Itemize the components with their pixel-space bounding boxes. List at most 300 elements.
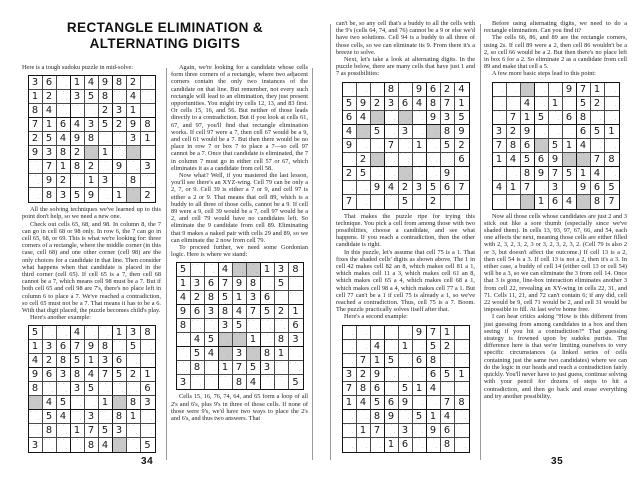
sudoku-cell: 1 [85, 174, 99, 188]
sudoku-cell: 7 [43, 160, 57, 174]
sudoku-cell: 5 [399, 195, 413, 209]
sudoku-cell: 4 [177, 291, 191, 305]
sudoku-cell [441, 153, 455, 167]
sudoku-cell: 2 [455, 139, 469, 153]
sudoku-cell: 1 [85, 354, 99, 368]
sudoku-cell: 7 [233, 361, 247, 375]
sudoku-cell: 1 [385, 438, 399, 452]
sudoku-cell: 7 [493, 139, 507, 153]
sudoku-cell: 7 [357, 354, 371, 368]
sudoku-cell: 6 [577, 125, 591, 139]
sudoku-cell: 3 [113, 104, 127, 118]
paragraph-caption: A few more basic steps lead to this point: [492, 70, 596, 78]
sudoku-cell: 4 [507, 153, 521, 167]
sudoku-cell: 5 [261, 305, 275, 319]
sudoku-cell: 8 [261, 347, 275, 361]
sudoku-cell: 2 [507, 125, 521, 139]
sudoku-cell [261, 277, 275, 291]
sudoku-cell [507, 167, 521, 181]
column-rule [312, 68, 313, 460]
sudoku-cell: 5 [233, 319, 247, 333]
sudoku-cell: 3 [43, 146, 57, 160]
sudoku-cell: 3 [141, 396, 155, 410]
sudoku-cell [113, 396, 127, 410]
sudoku-cell: 5 [535, 111, 549, 125]
sudoku-cell: 5 [113, 368, 127, 382]
sudoku-cell: 2 [43, 354, 57, 368]
sudoku-cell: 4 [43, 396, 57, 410]
page-number-right: 35 [551, 456, 564, 467]
sudoku-cell: 7 [441, 396, 455, 410]
paragraph: The cells 66, 86, and 89 are the rectangle corners, using 2s. If cell 89 were a 2, then cell 86 wouldn't be a 2, so cell 66 would be a 2. But then there's no place left in box 6 for a 2. So eliminate 2 as a candidate from cell 89 and make that cell a 5. [484, 34, 627, 71]
sudoku-cell [371, 111, 385, 125]
sudoku-cell [141, 424, 155, 438]
sudoku-cell [219, 375, 233, 389]
sudoku-cell: 6 [343, 111, 357, 125]
sudoku-cell: 5 [399, 382, 413, 396]
sudoku-cell: 2 [357, 153, 371, 167]
sudoku-cell [563, 125, 577, 139]
sudoku-cell [71, 104, 85, 118]
sudoku-cell [85, 146, 99, 160]
sudoku-cell [71, 174, 85, 188]
sudoku-cell: 8 [99, 340, 113, 354]
sudoku-cell [605, 167, 619, 181]
sudoku-cell: 6 [413, 354, 427, 368]
sudoku-cell: 6 [371, 382, 385, 396]
sudoku-cell: 4 [191, 333, 205, 347]
sudoku-cell: 9 [455, 125, 469, 139]
sudoku-cell [205, 263, 219, 277]
sudoku-cell: 9 [413, 83, 427, 97]
sudoku-cell: 8 [441, 438, 455, 452]
sudoku-cell: 5 [605, 181, 619, 195]
sudoku-cell: 6 [441, 424, 455, 438]
sudoku-cell: 3 [127, 132, 141, 146]
sudoku-cell [605, 111, 619, 125]
sudoku-cell: 1 [233, 291, 247, 305]
sudoku-cell: 2 [399, 181, 413, 195]
sudoku-cell: 9 [85, 188, 99, 202]
sudoku-cell: 3 [399, 125, 413, 139]
sudoku-cell: 4 [43, 104, 57, 118]
sudoku-cell [413, 125, 427, 139]
sudoku-cell [399, 83, 413, 97]
sudoku-cell [275, 375, 289, 389]
sudoku-cell: 5 [29, 326, 43, 340]
sudoku-cell: 1 [127, 410, 141, 424]
chapter-title-line2: ALTERNATING DIGITS [89, 36, 241, 51]
sudoku-cell: 4 [441, 410, 455, 424]
sudoku-cell [261, 333, 275, 347]
right-page-column-1 [336, 20, 475, 456]
sudoku-cell [141, 104, 155, 118]
sudoku-cell: 5 [43, 132, 57, 146]
sudoku-cell: 6 [385, 396, 399, 410]
sudoku-cell: 4 [427, 382, 441, 396]
sudoku-grid-4 [342, 82, 470, 210]
sudoku-cell: 4 [85, 368, 99, 382]
sudoku-cell [233, 263, 247, 277]
paragraph: Now what? Well, if you mastered the last lesson, you'll see there's an XYZ-wing. Cell 79 can be only a 2, 7, or 9. Cell 39 is either a 7 or 9, and cell 97 is either a 2 or 9. That means that cell 89, which is a buddy to all three of those cells, cannot be a 9. If cell 89 were a 9, cell 39 would be a 7, cell 97 would be a 2, and cell 79 would have no candidates left. So eliminate the 9 candidate from cell 89. Eliminating that 9 makes a naked pair with cells 29 and 89, so we can eliminate the 2 now from cell 79. [171, 172, 308, 244]
sudoku-cell: 7 [577, 83, 591, 97]
sudoku-cell: 1 [493, 153, 507, 167]
sudoku-cell [427, 167, 441, 181]
sudoku-cell: 8 [591, 195, 605, 209]
sudoku-cell: 3 [85, 410, 99, 424]
paragraph-intro: Here is a tough sudoku puzzle in mid-solve: [22, 64, 134, 71]
sudoku-cell [343, 354, 357, 368]
sudoku-cell: 5 [275, 277, 289, 291]
sudoku-cell [289, 361, 303, 375]
sudoku-grid-2 [28, 325, 156, 453]
sudoku-cell: 3 [29, 76, 43, 90]
sudoku-cell: 1 [99, 396, 113, 410]
sudoku-cell: 6 [549, 195, 563, 209]
sudoku-cell [113, 174, 127, 188]
sudoku-cell [455, 195, 469, 209]
sudoku-cell [343, 153, 357, 167]
sudoku-cell: 3 [141, 160, 155, 174]
sudoku-cell: 3 [191, 277, 205, 291]
sudoku-cell [85, 396, 99, 410]
sudoku-cell: 1 [177, 277, 191, 291]
sudoku-cell [43, 326, 57, 340]
sudoku-cell: 2 [71, 146, 85, 160]
sudoku-cell: 7 [343, 382, 357, 396]
sudoku-cell [357, 340, 371, 354]
sudoku-cell: 5 [141, 438, 155, 452]
sudoku-cell: 2 [99, 104, 113, 118]
sudoku-cell: 6 [455, 153, 469, 167]
sudoku-cell [399, 111, 413, 125]
sudoku-cell: 5 [99, 118, 113, 132]
sudoku-cell [385, 195, 399, 209]
sudoku-cell: 9 [343, 139, 357, 153]
sudoku-cell: 8 [357, 382, 371, 396]
sudoku-cell: 3 [549, 181, 563, 195]
sudoku-cell: 9 [113, 160, 127, 174]
sudoku-cell: 9 [427, 424, 441, 438]
sudoku-cell: 2 [427, 195, 441, 209]
sudoku-cell: 4 [455, 83, 469, 97]
sudoku-cell: 5 [71, 188, 85, 202]
sudoku-cell: 8 [205, 291, 219, 305]
sudoku-cell: 8 [577, 111, 591, 125]
sudoku-cell: 8 [385, 83, 399, 97]
sudoku-cell [247, 319, 261, 333]
sudoku-cell [441, 382, 455, 396]
sudoku-cell [113, 438, 127, 452]
sudoku-cell: 2 [43, 90, 57, 104]
sudoku-cell: 9 [177, 305, 191, 319]
sudoku-cell: 6 [427, 83, 441, 97]
sudoku-cell: 3 [275, 263, 289, 277]
sudoku-cell: 2 [191, 291, 205, 305]
sudoku-cell [441, 195, 455, 209]
sudoku-cell: 3 [219, 319, 233, 333]
sudoku-cell [563, 97, 577, 111]
sudoku-cell: 1 [399, 340, 413, 354]
sudoku-cell: 6 [563, 111, 577, 125]
sudoku-cell: 3 [127, 326, 141, 340]
sudoku-cell [289, 291, 303, 305]
sudoku-cell [455, 382, 469, 396]
sudoku-cell: 4 [233, 305, 247, 319]
sudoku-cell: 8 [43, 188, 57, 202]
sudoku-cell: 1 [57, 160, 71, 174]
sudoku-cell: 5 [85, 90, 99, 104]
sudoku-cell: 4 [127, 90, 141, 104]
sudoku-cell: 6 [289, 319, 303, 333]
sudoku-cell: 8 [127, 174, 141, 188]
sudoku-cell [535, 97, 549, 111]
sudoku-grid-5 [342, 325, 470, 453]
sudoku-cell [113, 340, 127, 354]
sudoku-cell: 9 [577, 181, 591, 195]
sudoku-cell: 7 [99, 368, 113, 382]
sudoku-cell [399, 326, 413, 340]
sudoku-cell: 3 [57, 368, 71, 382]
sudoku-cell: 8 [219, 305, 233, 319]
sudoku-cell: 8 [29, 104, 43, 118]
sudoku-cell: 1 [455, 368, 469, 382]
sudoku-cell: 5 [563, 167, 577, 181]
sudoku-cell: 1 [577, 167, 591, 181]
sudoku-cell: 3 [57, 188, 71, 202]
sudoku-grid-1 [28, 75, 156, 203]
sudoku-cell: 2 [57, 174, 71, 188]
sudoku-cell [71, 410, 85, 424]
sudoku-cell: 7 [29, 118, 43, 132]
sudoku-cell: 1 [127, 104, 141, 118]
sudoku-cell [261, 375, 275, 389]
sudoku-cell: 4 [57, 410, 71, 424]
sudoku-cell: 1 [605, 125, 619, 139]
sudoku-cell: 5 [385, 354, 399, 368]
sudoku-cell [141, 174, 155, 188]
sudoku-cell [413, 340, 427, 354]
sudoku-cell: 8 [57, 354, 71, 368]
sudoku-cell: 1 [113, 326, 127, 340]
sudoku-cell [99, 188, 113, 202]
sudoku-cell: 5 [247, 361, 261, 375]
sudoku-cell [57, 382, 71, 396]
sudoku-cell [343, 438, 357, 452]
sudoku-cell [455, 438, 469, 452]
sudoku-cell [99, 132, 113, 146]
sudoku-cell [455, 354, 469, 368]
sudoku-cell: 2 [357, 368, 371, 382]
sudoku-cell: 2 [591, 97, 605, 111]
sudoku-cell: 2 [127, 368, 141, 382]
sudoku-cell: 1 [275, 347, 289, 361]
sudoku-cell: 1 [141, 132, 155, 146]
sudoku-cell [113, 90, 127, 104]
sudoku-cell [413, 167, 427, 181]
sudoku-cell: 8 [507, 139, 521, 153]
sudoku-cell [113, 146, 127, 160]
sudoku-cell [413, 396, 427, 410]
sudoku-cell: 8 [427, 97, 441, 111]
sudoku-cell: 2 [29, 132, 43, 146]
sudoku-cell [29, 188, 43, 202]
sudoku-cell [127, 160, 141, 174]
sudoku-cell [275, 291, 289, 305]
sudoku-cell: 8 [233, 375, 247, 389]
paragraph: Next, let's take a look at alternating digits. In the puzzle below, there are many cells that have just 1 and 7 as possibilities: [336, 56, 475, 78]
sudoku-cell: 5 [43, 410, 57, 424]
sudoku-cell: 8 [71, 368, 85, 382]
sudoku-cell: 8 [371, 410, 385, 424]
sudoku-cell: 6 [113, 354, 127, 368]
sudoku-cell [127, 188, 141, 202]
paragraph: All the solving techniques we've learned up to this point don't help, so we need a new one. [22, 206, 161, 221]
sudoku-cell: 7 [371, 424, 385, 438]
sudoku-cell: 5 [343, 97, 357, 111]
sudoku-cell [357, 83, 371, 97]
sudoku-cell [99, 160, 113, 174]
sudoku-cell: 2 [441, 83, 455, 97]
sudoku-cell [275, 319, 289, 333]
left-page-column-1 [22, 64, 161, 456]
sudoku-cell: 5 [357, 167, 371, 181]
sudoku-cell: 9 [563, 83, 577, 97]
sudoku-cell: 6 [591, 181, 605, 195]
sudoku-cell: 3 [71, 90, 85, 104]
sudoku-cell: 5 [549, 139, 563, 153]
sudoku-cell: 6 [399, 438, 413, 452]
sudoku-cell: 9 [43, 174, 57, 188]
sudoku-cell [535, 139, 549, 153]
sudoku-cell [127, 382, 141, 396]
sudoku-cell: 1 [591, 83, 605, 97]
sudoku-cell: 1 [357, 424, 371, 438]
sudoku-cell: 5 [371, 125, 385, 139]
sudoku-cell: 9 [399, 396, 413, 410]
sudoku-cell: 3 [113, 424, 127, 438]
sudoku-cell: 3 [233, 347, 247, 361]
sudoku-cell [127, 438, 141, 452]
sudoku-cell: 8 [57, 146, 71, 160]
sudoku-cell: 1 [535, 195, 549, 209]
sudoku-cell: 7 [507, 111, 521, 125]
sudoku-cell: 9 [521, 125, 535, 139]
sudoku-cell: 4 [493, 181, 507, 195]
sudoku-cell [413, 195, 427, 209]
paragraph: Again, we're looking for a candidate whose cells form three corners of a rectangle, where two adjacent corners contain the only two instances of the candidate on that line. But remember, not every such rectangle will lead to an elimination, they just present opportunities. You might try cells 12, 13, and 83 first. Or cells 15, 16, and 56. But neither of those leads directly to a contradiction. But if you look at cells 61, 67, and 97, you'll find that rectangle elimination works. If cell 97 were a 7, then cell 67 would be a 9, and cell 61 would be a 7. But then there would be no place in row 7 or box 7 to place a 7—so cell 97 cannot be a 7. Once that candidate is eliminated, the 7 in column 7 must go in either cell 57 or 67, which eliminates it as a candidate from cell 58. [171, 64, 308, 172]
sudoku-cell: 6 [57, 118, 71, 132]
sudoku-cell [399, 368, 413, 382]
column-rule [330, 24, 331, 460]
sudoku-cell: 3 [261, 361, 275, 375]
sudoku-cell: 1 [413, 139, 427, 153]
sudoku-cell [357, 139, 371, 153]
sudoku-cell [507, 97, 521, 111]
sudoku-cell: 8 [43, 424, 57, 438]
sudoku-cell: 1 [29, 90, 43, 104]
sudoku-cell [427, 396, 441, 410]
sudoku-cell: 4 [357, 111, 371, 125]
sudoku-cell: 2 [275, 305, 289, 319]
sudoku-cell [385, 340, 399, 354]
sudoku-cell: 6 [441, 181, 455, 195]
sudoku-cell: 8 [275, 333, 289, 347]
sudoku-cell: 9 [413, 326, 427, 340]
sudoku-cell: 4 [563, 195, 577, 209]
column-rule [480, 24, 481, 460]
sudoku-cell: 1 [413, 382, 427, 396]
sudoku-cell: 4 [371, 340, 385, 354]
sudoku-cell [43, 382, 57, 396]
sudoku-cell [85, 104, 99, 118]
sudoku-cell: 3 [99, 354, 113, 368]
sudoku-cell: 9 [29, 368, 43, 382]
sudoku-cell: 3 [99, 174, 113, 188]
sudoku-cell: 3 [289, 333, 303, 347]
sudoku-cell: 4 [57, 132, 71, 146]
sudoku-cell [535, 181, 549, 195]
paragraph-caption: Here's another example: [30, 314, 91, 322]
sudoku-cell [141, 146, 155, 160]
sudoku-cell [493, 195, 507, 209]
sudoku-cell [549, 125, 563, 139]
sudoku-cell: 1 [455, 97, 469, 111]
sudoku-cell: 2 [141, 188, 155, 202]
sudoku-cell: 2 [441, 340, 455, 354]
sudoku-cell [219, 347, 233, 361]
sudoku-cell: 7 [71, 340, 85, 354]
sudoku-cell [507, 195, 521, 209]
paragraph: Before using alternating digits, we need to do a rectangle elimination. Can you find it? [484, 20, 627, 35]
sudoku-cell: 8 [127, 396, 141, 410]
sudoku-cell: 2 [113, 118, 127, 132]
sudoku-cell: 7 [247, 305, 261, 319]
sudoku-cell [577, 195, 591, 209]
sudoku-cell: 3 [493, 125, 507, 139]
sudoku-cell: 4 [29, 354, 43, 368]
sudoku-cell: 1 [549, 97, 563, 111]
sudoku-cell [441, 354, 455, 368]
sudoku-cell: 7 [85, 424, 99, 438]
sudoku-cell: 4 [357, 396, 371, 410]
sudoku-cell [427, 438, 441, 452]
sudoku-cell: 9 [71, 132, 85, 146]
paragraph-caption: Here's a second example: [344, 313, 408, 321]
sudoku-cell [191, 319, 205, 333]
sudoku-cell: 8 [427, 354, 441, 368]
sudoku-cell: 8 [71, 160, 85, 174]
paragraph: can't be, so any cell that's a buddy to all the cells with the 9's (cells 64, 74, and 76) cannot be a 9 or else we'd have two solutions. Cell 94 is a buddy to all three of those cells, so we can eliminate its 9. From there it's a breeze to solve. [336, 20, 475, 56]
sudoku-cell [521, 83, 535, 97]
sudoku-cell: 1 [563, 139, 577, 153]
sudoku-cell [413, 368, 427, 382]
sudoku-cell [399, 410, 413, 424]
sudoku-cell [205, 375, 219, 389]
sudoku-cell: 7 [441, 97, 455, 111]
sudoku-cell [343, 181, 357, 195]
sudoku-cell: 9 [127, 118, 141, 132]
sudoku-cell: 1 [289, 305, 303, 319]
sudoku-cell: 8 [113, 410, 127, 424]
sudoku-cell: 4 [343, 125, 357, 139]
sudoku-cell: 5 [413, 410, 427, 424]
sudoku-cell: 8 [247, 277, 261, 291]
sudoku-cell [343, 83, 357, 97]
sudoku-cell: 4 [521, 97, 535, 111]
chapter-title [20, 20, 310, 52]
sudoku-cell: 2 [85, 160, 99, 174]
